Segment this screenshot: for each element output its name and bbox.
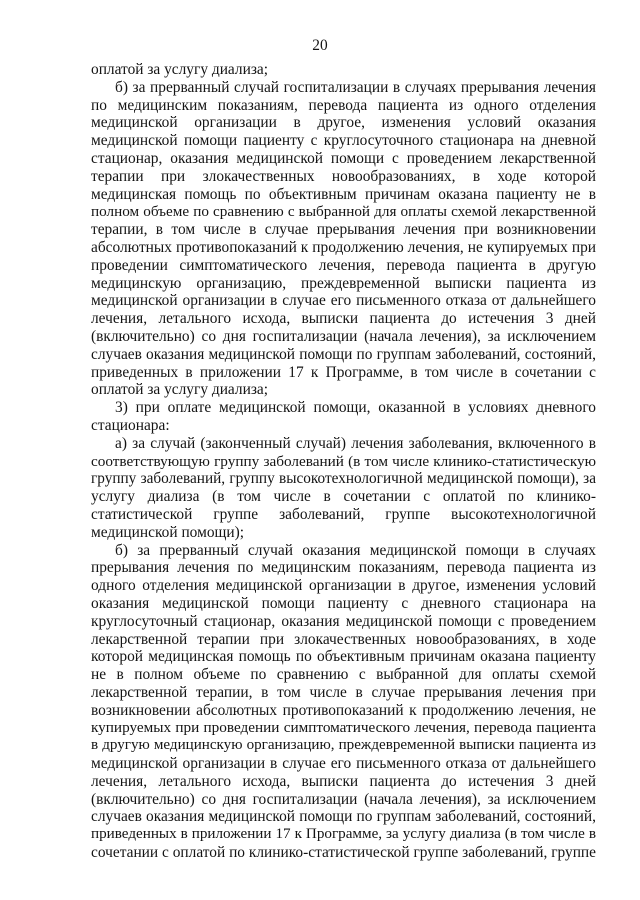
text-line: медицинской помощи); <box>91 523 245 541</box>
text-line: лечения, летального исхода, выписки пациента до истечения 3 дней <box>91 310 596 328</box>
text-line: медицинская помощь по объективным причинам оказана пациенту не в <box>91 185 596 203</box>
text-line: приведенных в приложении 17 к Программе, в том числе в сочетании с <box>91 363 596 381</box>
text-line: круглосуточный стационар, оказания медицинской помощи с проведением <box>91 612 596 630</box>
text-line: оплатой за услугу диализа; <box>91 381 268 399</box>
text-line: случаев оказания медицинской помощи по группам заболеваний, состояний, <box>91 808 596 826</box>
text-line: возникновении абсолютных противопоказаний к продолжению лечения, не <box>91 701 596 719</box>
text-line: в другую медицинскую организацию, преждевременной выписки пациента из <box>91 737 596 754</box>
text-line: б) за прерванный случай оказания медицинской помощи в случаях <box>115 541 596 559</box>
text-line: (включительно) со дня госпитализации (начала лечения), за исключением <box>91 790 596 808</box>
text-line: полном объеме по сравнению с выбранной для оплаты схемой лекарственной <box>91 203 596 221</box>
text-line: а) за случай (законченный случай) лечения заболевания, включенного в <box>115 434 596 452</box>
text-line: купируемых при проведении симптоматического лечения, перевода пациента <box>91 719 596 737</box>
text-line: приведенных в приложении 17 к Программе, за услугу диализа (в том числе в <box>91 826 596 843</box>
text-line: стационар, оказания медицинской помощи с проведением лекарственной <box>91 149 596 167</box>
text-line: случаев оказания медицинской помощи по группам заболеваний, состояний, <box>91 345 596 363</box>
text-line: услугу диализа (в том числе в сочетании с оплатой по клинико- <box>91 488 596 506</box>
text-line: медицинской организации в случае его письменного отказа от дальнейшего <box>91 292 596 310</box>
text-line: которой медицинская помощь по объективным причинам оказана пациенту <box>91 648 596 666</box>
text-line: лекарственной терапии при злокачественных новообразованиях, в ходе <box>91 630 596 648</box>
document-body <box>91 61 596 862</box>
text-line: по медицинским показаниям, перевода пациента из одного отделения <box>91 96 596 114</box>
text-line: проведении симптоматического лечения, перевода пациента в другую <box>91 256 596 274</box>
text-line: терапии при злокачественных новообразованиях, в ходе которой <box>91 167 596 185</box>
text-line: медицинской организации в случае его письменного отказа от дальнейшего <box>91 755 596 773</box>
text-line: б) за прерванный случай госпитализации в случаях прерывания лечения <box>115 78 596 96</box>
text-line: медицинской помощи пациенту с круглосуточного стационара на дневной <box>91 132 596 150</box>
text-line: соответствующую группу заболеваний (в том числе клинико-статистическую <box>91 452 596 470</box>
text-line: стационара: <box>91 416 170 434</box>
text-line: прерывания лечения по медицинским показаниям, перевода пациента из <box>91 559 596 577</box>
text-line: медицинской организации в другое, изменения условий оказания <box>91 114 596 132</box>
text-line: оплатой за услугу диализа; <box>91 61 268 78</box>
text-line: абсолютных противопоказаний к продолжению лечения, не купируемых при <box>91 238 596 256</box>
text-line: (включительно) со дня госпитализации (начала лечения), за исключением <box>91 327 596 345</box>
text-line: одного отделения медицинской организации в другое, изменения условий <box>91 577 596 595</box>
text-line: медицинскую организацию, преждевременной выписки пациента из <box>91 274 596 292</box>
text-line: статистической группе заболеваний, группе высокотехнологичной <box>91 505 596 523</box>
text-line: терапии, в том числе в случае прерывания лечения при возникновении <box>91 221 596 239</box>
text-line: лечения, летального исхода, выписки пациента до истечения 3 дней <box>91 772 596 790</box>
text-line: оказания медицинской помощи пациенту с дневного стационара на <box>91 594 596 612</box>
text-line: 3) при оплате медицинской помощи, оказанной в условиях дневного <box>115 399 596 417</box>
page-number: 20 <box>312 37 328 54</box>
text-line: лекарственной терапии, в том числе в случае прерывания лечения при <box>91 683 596 701</box>
text-line: сочетании с оплатой по клинико-статистической группе заболеваний, группе <box>91 844 596 862</box>
text-line: группу заболеваний, группу высокотехнологичной медицинской помощи), за <box>91 470 596 488</box>
text-line: не в полном объеме по сравнению с выбранной для оплаты схемой <box>91 666 596 684</box>
